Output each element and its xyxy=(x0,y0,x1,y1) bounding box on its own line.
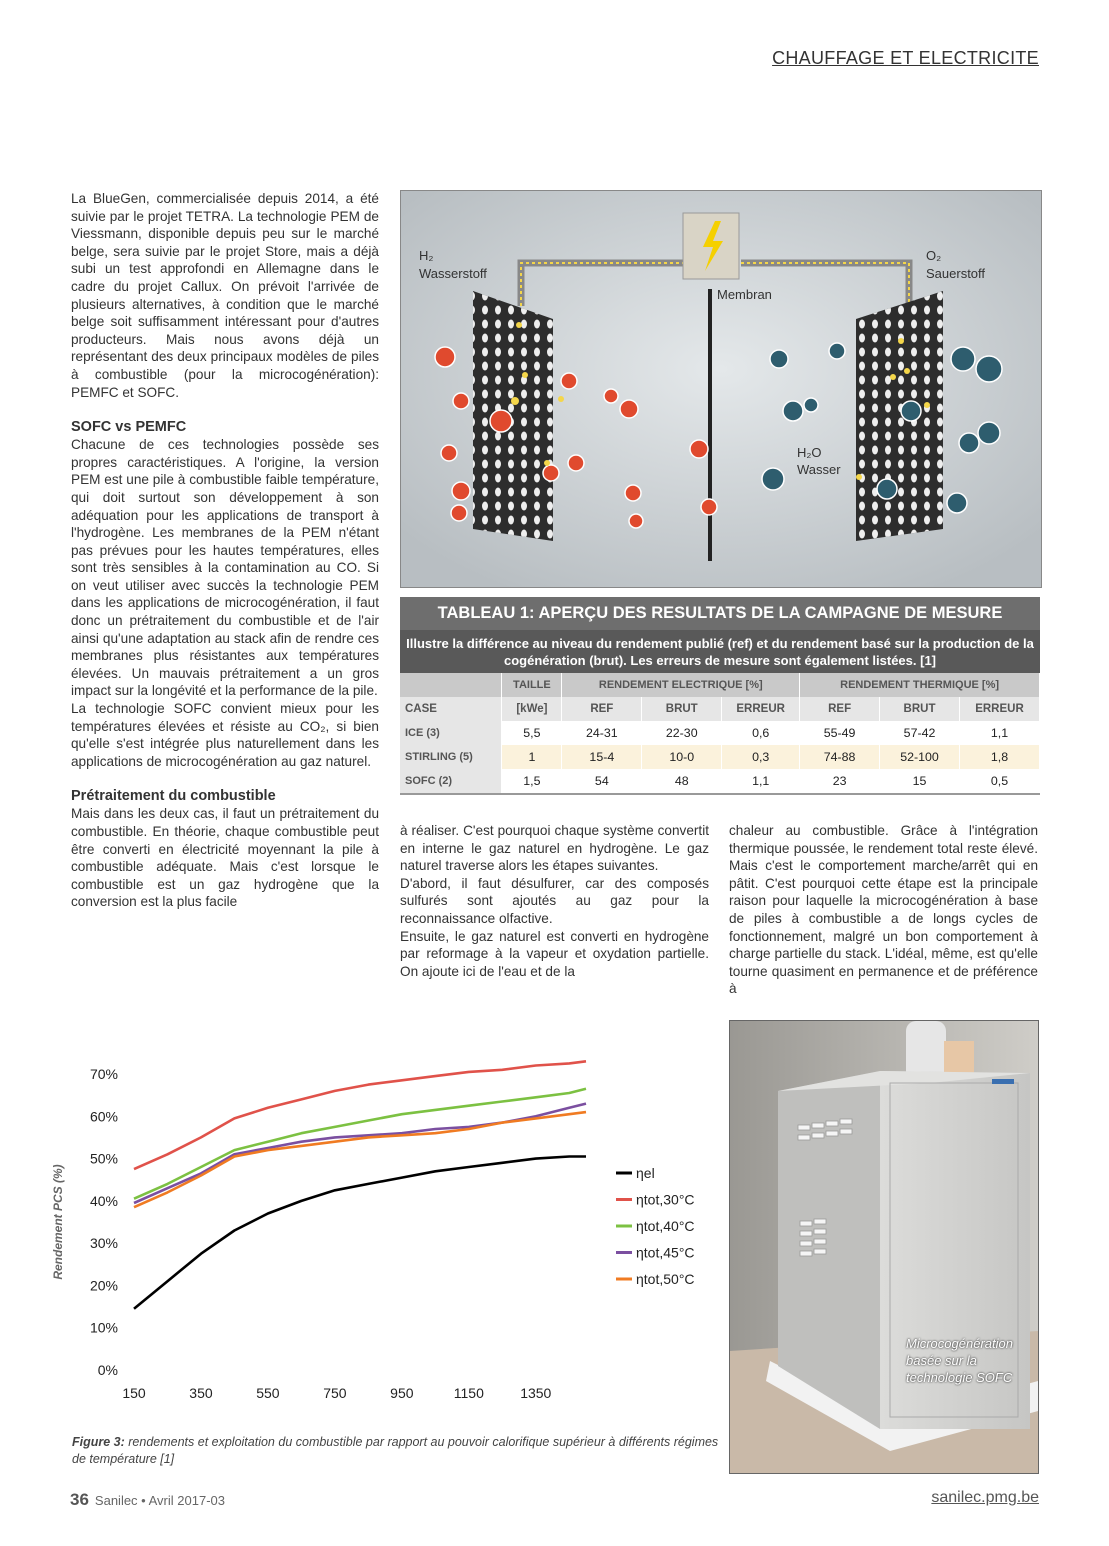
fuel-cell-diagram xyxy=(400,190,1042,588)
table-cell: 23 xyxy=(800,769,880,794)
y-tick-label: 0% xyxy=(97,1362,118,1378)
table-cell: 0,3 xyxy=(722,745,800,769)
paragraph: Ensuite, le gaz naturel est converti en hydrogène par reformage à la vapeur et oxydation partielle. On ajoute ici de l'eau et de la xyxy=(400,928,709,979)
table-header: REF xyxy=(800,697,880,721)
figure-label: Figure 3: xyxy=(72,1435,125,1449)
y-tick-label: 10% xyxy=(89,1319,118,1336)
section-heading: Prétraitement du combustible xyxy=(71,788,276,805)
table-cell: 48 xyxy=(642,769,722,794)
sofc-unit-image xyxy=(730,1021,1038,1473)
table-cell: 0,5 xyxy=(959,769,1039,794)
series-line xyxy=(134,1061,586,1169)
table-header: TAILLE xyxy=(502,673,562,697)
series-line xyxy=(134,1104,586,1203)
paragraph: chaleur au combustible. Grâce à l'intégration thermique poussée, le rendement total reste élevé. Mais c'est le comportement marche/arrêt qui en pâtit. C'est pourquoi cette étape est la principale raison pour laquelle la microcogénération à base de piles à combustible a de longs cycles de fonctionnement, malgré un bon comportement à charge partielle du stack. L'idéal, même, est qu'elle tourne quasiment en permanence et de préférence à xyxy=(729,823,1038,997)
y-tick-label: 60% xyxy=(89,1108,118,1125)
legend-label: ηtot,40°C xyxy=(636,1218,695,1234)
y-tick-label: 40% xyxy=(89,1192,118,1209)
table-cell: 74-88 xyxy=(800,745,880,769)
y-tick-label: 30% xyxy=(89,1235,118,1252)
legend-label: ηtot,30°C xyxy=(636,1191,695,1208)
publication-info: Sanilec • Avril 2017-03 xyxy=(94,1493,225,1508)
table-header: ERREUR xyxy=(959,697,1039,721)
table-header: RENDEMENT ELECTRIQUE [%] xyxy=(562,673,800,697)
table-cell: 0,6 xyxy=(722,721,800,745)
legend-label: ηtot,45°C xyxy=(636,1244,695,1261)
series-line xyxy=(134,1157,586,1309)
table-subtitle: Illustre la différence au niveau du rendement publié (ref) et du rendement basé sur la production de la cogénération (brut). Les erreurs de mesure sont également listées. [1] xyxy=(400,630,1040,673)
water-formula: H₂O xyxy=(797,445,822,460)
fuel-cell-illustration xyxy=(401,191,1041,587)
paragraph: D'abord, il faut désulfurer, car des composés sulfurés sont ajoutés au gaz pour la reconnaissance olfactive. xyxy=(400,875,709,926)
paragraph: Chacune de ces technologies possède ses propres caractéristiques. A l'origine, la version PEM est une pile à combustible faible température, qui doit surtout son développement à son adéquation pour les applications de transport à l'hydrogène. Les membranes de la PEM n'étant pas prévues pour les hautes températures, elles sont très sensibles à la contamination au CO. Si on veut utiliser avec succès la technologie PEM dans les applications de microcogénération, il faut donc un prétraitement du combustible et de l'air ainsi qu'une adaptation au stack afin de rendre ces membranes plus résistantes aux températures élevées. Un mauvais prétraitement a un gros impact sur la longévité et la performance de la pile. xyxy=(71,437,379,699)
table-cell: 57-42 xyxy=(880,721,960,745)
table-cell: STIRLING (5) xyxy=(400,745,502,769)
table-header: REF xyxy=(562,697,642,721)
table-header: BRUT xyxy=(880,697,960,721)
table-cell: 1,1 xyxy=(959,721,1039,745)
table-cell: 5,5 xyxy=(502,721,562,745)
table-cell: 1,5 xyxy=(502,769,562,794)
table-cell: 10-0 xyxy=(642,745,722,769)
table-header xyxy=(400,673,502,697)
results-table xyxy=(400,597,1040,795)
table-header: CASE xyxy=(400,697,502,721)
table-cell: 1,1 xyxy=(722,769,800,794)
paragraph: à réaliser. C'est pourquoi chaque système convertit en interne le gaz naturel en hydrogène. Le gaz naturel traverse alors les étapes suivantes. xyxy=(400,823,709,874)
x-tick-label: 350 xyxy=(189,1385,213,1401)
x-tick-label: 150 xyxy=(122,1385,146,1401)
table-cell: 22-30 xyxy=(642,721,722,745)
table-cell: 52-100 xyxy=(880,745,960,769)
article-column-2 xyxy=(400,822,709,980)
table-cell: 54 xyxy=(562,769,642,794)
table-header: ERREUR xyxy=(722,697,800,721)
table-header: RENDEMENT THERMIQUE [%] xyxy=(800,673,1040,697)
table-cell: 24-31 xyxy=(562,721,642,745)
o2-formula: O₂ xyxy=(926,248,942,263)
x-tick-label: 750 xyxy=(323,1385,347,1401)
h2-name: Wasserstoff xyxy=(419,266,487,281)
table-row xyxy=(400,721,1040,745)
table-cell: 15 xyxy=(880,769,960,794)
table-cell: 15-4 xyxy=(562,745,642,769)
section-heading: SOFC vs PEMFC xyxy=(71,419,187,436)
table-row xyxy=(400,769,1040,794)
table-header: [kWe] xyxy=(502,697,562,721)
article-column-3 xyxy=(729,822,1038,998)
y-axis-label: Rendement PCS (%) xyxy=(51,1164,65,1280)
table-title: TABLEAU 1: APERÇU DES RESULTATS DE LA CAMPAGNE DE MESURE xyxy=(400,597,1040,630)
x-tick-label: 1150 xyxy=(453,1385,484,1401)
figure-caption xyxy=(72,1434,722,1468)
sofc-unit-photo xyxy=(729,1020,1039,1474)
section-header: CHAUFFAGE ET ELECTRICITE xyxy=(772,48,1039,68)
x-tick-label: 1350 xyxy=(520,1385,552,1401)
article-column-1 xyxy=(71,190,379,911)
table-cell: ICE (3) xyxy=(400,721,502,745)
figure-caption-text: rendements et exploitation du combustible par rapport au pouvoir calorifique supérieur à différents régimes de température [1] xyxy=(72,1435,719,1466)
table-cell: SOFC (2) xyxy=(400,769,502,794)
series-line xyxy=(134,1089,586,1199)
y-tick-label: 50% xyxy=(89,1150,118,1167)
h2-formula: H₂ xyxy=(419,248,434,263)
table-cell: 1,8 xyxy=(959,745,1039,769)
legend-label: ηtot,50°C xyxy=(636,1271,695,1287)
table-cell: 55-49 xyxy=(800,721,880,745)
line-chart xyxy=(40,1040,720,1440)
paragraph: La BlueGen, commercialisée depuis 2014, a été suivie par le projet TETRA. La technologie PEM de Viessmann, disponible depuis peu sur le marché belge, sera suivie par le projet Store, mais a déjà subi un test approfondi en Allemagne dans le cadre du projet Callux. On prévoit l'arrivée de plusieurs alternatives, à condition que le marché belge soit suffisamment intéressant pour d'autres producteurs. Mais nous avons déjà un représentant des deux principaux modèles de piles à combustible (pour la microcogénération): PEMFC et SOFC. xyxy=(71,191,379,400)
page-number: 36 xyxy=(70,1490,89,1509)
footer-publication xyxy=(70,1490,225,1510)
paragraph: Mais dans les deux cas, il faut un prétraitement du combustible. En théorie, chaque combustible peut être converti en électricité moyennant la pile à combustible adéquate. Mais c'est lorsque le combustible est un gaz hydrogène que la conversion est la plus facile xyxy=(71,806,379,910)
table-header: BRUT xyxy=(642,697,722,721)
x-tick-label: 950 xyxy=(390,1385,414,1401)
table-row xyxy=(400,745,1040,769)
efficiency-chart xyxy=(40,1040,720,1440)
paragraph: La technologie SOFC convient mieux pour les températures élevées et résiste au CO₂, si bien qu'elle s'est intégrée plus naturellement dans les applications de microcogénération au gaz naturel. xyxy=(71,701,379,769)
legend-label: ηel xyxy=(636,1165,655,1181)
results-table-grid xyxy=(400,673,1040,795)
footer-website-link[interactable]: sanilec.pmg.be xyxy=(931,1489,1039,1506)
water-name: Wasser xyxy=(797,462,841,477)
table-cell: 1 xyxy=(502,745,562,769)
membrane-label: Membran xyxy=(717,287,772,302)
x-tick-label: 550 xyxy=(256,1385,280,1401)
o2-name: Sauerstoff xyxy=(926,266,986,281)
y-tick-label: 70% xyxy=(89,1066,118,1082)
photo-caption: Microcogénération basée sur la technologie SOFC xyxy=(906,1336,1013,1385)
y-tick-label: 20% xyxy=(89,1277,118,1294)
